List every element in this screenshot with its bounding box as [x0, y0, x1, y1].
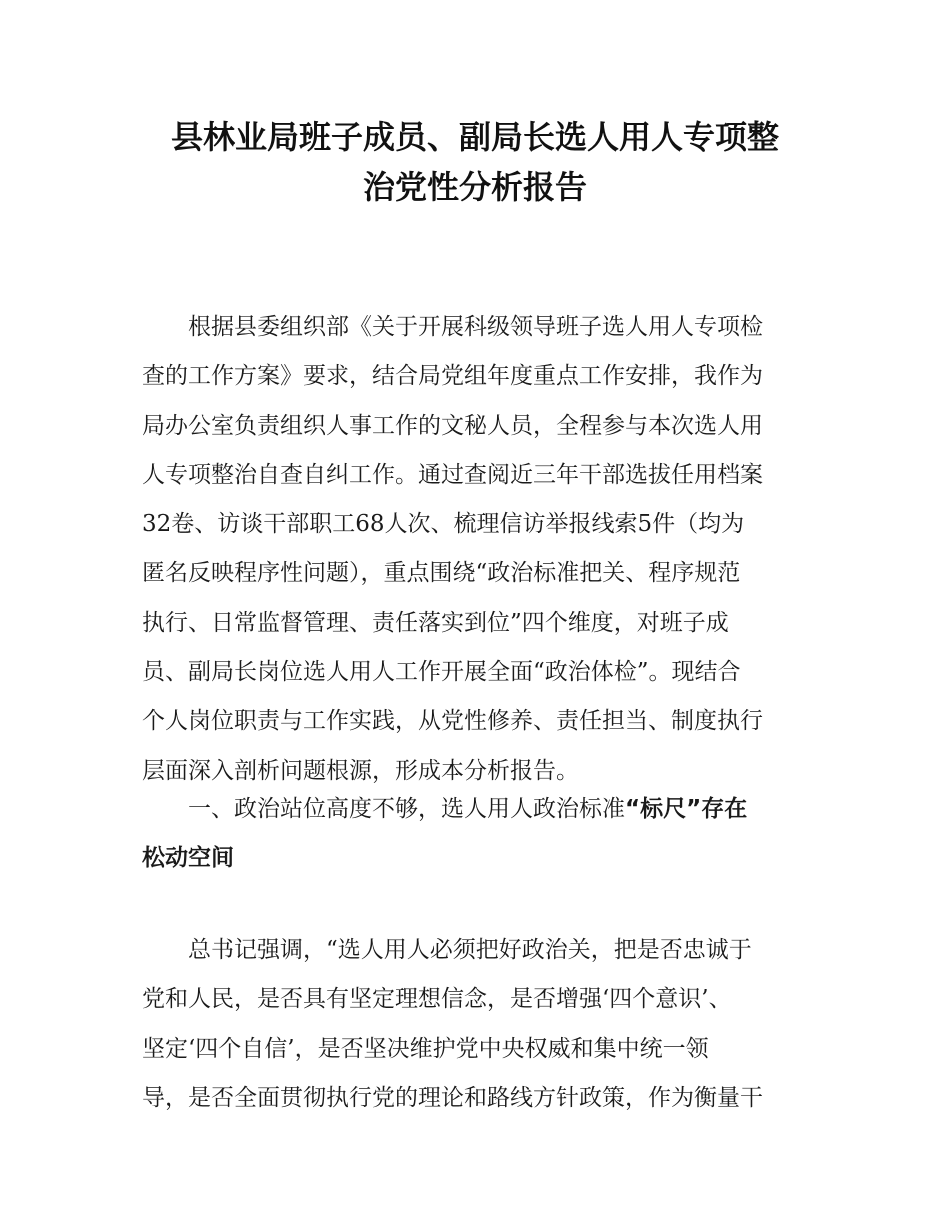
title-line-1: 县林业局班子成员、副局长选人用人专项整	[170, 118, 779, 156]
section-1-paragraph	[142, 926, 812, 1123]
section-1-line: 党和人民，是否具有坚定理想信念，是否增强‘四个意识’、	[142, 986, 732, 1013]
intro-paragraph	[142, 303, 812, 796]
section-1-heading-line-2: 松动空间	[142, 845, 234, 872]
intro-line: 执行、日常监督管理、责任落实到位”四个维度，对班子成	[142, 609, 729, 636]
intro-line: 个人岗位职责与工作实践，从党性修养、责任担当、制度执行	[142, 708, 763, 735]
intro-line: 局办公室负责组织人事工作的文秘人员，全程参与本次选人用	[142, 412, 763, 439]
intro-line: 32卷、访谈干部职工68人次、梳理信访举报线索5件（均为	[142, 511, 745, 538]
section-1-heading-prefix: 一、政治站位高度不够，选人用人政治标准	[188, 796, 625, 822]
intro-line: 查的工作方案》要求，结合局党组年度重点工作安排，我作为	[142, 363, 763, 390]
intro-line: 人专项整治自查自纠工作。通过查阅近三年干部选拔任用档案	[142, 461, 763, 488]
intro-line: 根据县委组织部《关于开展科级领导班子选人用人专项检	[188, 314, 763, 340]
intro-line: 员、副局长岗位选人用人工作开展全面“政治体检”。现结合	[142, 659, 741, 686]
section-1-line: 导，是否全面贯彻执行党的理论和路线方针政策，作为衡量干	[142, 1084, 763, 1111]
intro-line: 匿名反映程序性问题），重点围绕“政治标准把关、程序规范	[142, 560, 741, 587]
section-1-line: 坚定‘四个自信’，是否坚决维护党中央权威和集中统一领	[142, 1035, 709, 1062]
intro-line: 层面深入剖析问题根源，形成本分析报告。	[142, 757, 579, 784]
section-1-heading-bold: “标尺”存在	[625, 796, 748, 822]
section-1-heading-line-1	[142, 785, 812, 834]
title-line-2: 治党性分析报告	[362, 168, 587, 206]
section-1-line: 总书记强调，“选人用人必须把好政治关，把是否忠诚于	[188, 937, 752, 963]
document-title	[140, 112, 810, 212]
section-1-heading	[142, 785, 812, 884]
